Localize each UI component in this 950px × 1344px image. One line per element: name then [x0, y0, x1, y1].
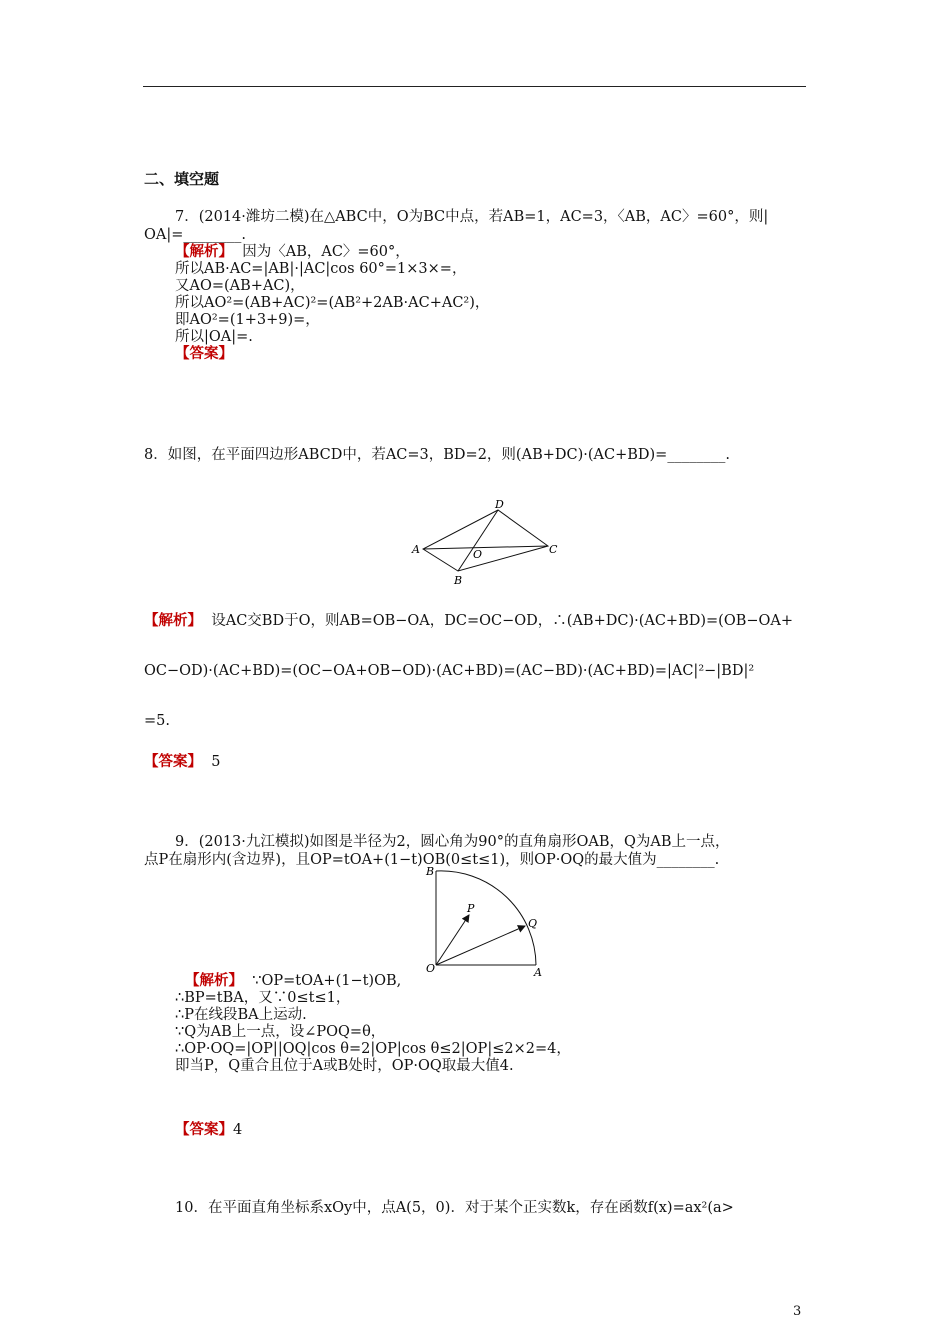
analysis-tag: 【解析】: [175, 243, 233, 260]
q8-quadrilateral-figure: [410, 497, 560, 587]
q9-line-2: 点P在扇形内(含边界)，且OP=tOA+(1−t)OB(0≤t≤1)，则OP·OQ的最大值为________.: [144, 852, 720, 868]
header-rule: [143, 86, 806, 87]
q9-analysis-text: ∵OP=tOA+(1−t)OB,: [252, 973, 402, 989]
q7-step-1: 所以AB·AC=|AB|·|AC|cos 60°=1×3×=，: [175, 261, 467, 277]
q7-answer-tag: 【答案】: [175, 345, 233, 362]
q8-analysis-line-1: [144, 612, 793, 630]
q9-answer-value: 4: [233, 1122, 243, 1138]
label-B: B: [426, 865, 435, 878]
q8-analysis-text-1: 设AC交BD于O，则AB=OB−OA，DC=OC−OD，∴(AB+DC)·(AC+BD)=(OB−OA+: [211, 613, 794, 629]
analysis-tag: 【解析】: [185, 972, 243, 989]
label-A: A: [534, 966, 542, 977]
q7-step-2: 又AO=(AB+AC)，: [175, 278, 305, 294]
q8-question: 8．如图，在平面四边形ABCD中，若AC=3，BD=2，则(AB+DC)·(AC+BD)=________.: [144, 447, 730, 463]
q10-line-1: 10．在平面直角坐标系xOy中，点A(5，0)．对于某个正实数k，存在函数f(x)=ax²(a>: [175, 1200, 734, 1216]
q9-step-4: ∴OP·OQ=|OP||OQ|cos θ=2|OP|cos θ≤2|OP|≤2×2=4，: [175, 1041, 571, 1057]
q9-step-5: 即当P，Q重合且位于A或B处时，OP·OQ取最大值4.: [175, 1058, 514, 1074]
label-B: B: [454, 574, 463, 587]
answer-tag: 【答案】: [144, 753, 202, 770]
label-C: C: [549, 543, 558, 556]
q7-line-2: OA|=________.: [144, 227, 247, 243]
q7-step-4: 即AO²=(1+3+9)=，: [175, 312, 320, 328]
label-A: A: [412, 543, 420, 556]
q8-answer-value: 5: [211, 754, 221, 770]
section-title: 二、填空题: [144, 170, 220, 188]
q8-analysis-line-3: =5.: [144, 713, 170, 729]
answer-tag: 【答案】: [175, 1121, 233, 1138]
q8-analysis-line-2: OC−OD)·(AC+BD)=(OC−OA+OB−OD)·(AC+BD)=(AC−BD)·(AC+BD)=|AC|²−|BD|²: [144, 663, 755, 679]
page-number: 3: [793, 1304, 802, 1319]
q7-step-5: 所以|OA|=.: [175, 329, 253, 345]
q7-step-3: 所以AO²=(AB+AC)²=(AB²+2AB·AC+AC²)，: [175, 295, 490, 311]
q8-answer: [144, 753, 220, 771]
label-Q: Q: [528, 917, 538, 930]
q9-answer: [175, 1121, 242, 1139]
q9-step-2: ∴P在线段BA上运动.: [175, 1007, 307, 1023]
label-O: O: [473, 548, 483, 561]
q9-step-1: ∴BP=tBA，又∵0≤t≤1，: [175, 990, 351, 1006]
q7-analysis: [175, 243, 410, 261]
label-P: P: [467, 902, 475, 915]
label-O: O: [426, 962, 436, 975]
q9-sector-figure: [424, 865, 549, 977]
q9-step-3: ∵Q为AB上一点，设∠POQ=θ，: [175, 1024, 386, 1040]
analysis-tag: 【解析】: [144, 612, 202, 629]
q9-line-1: 9．(2013·九江模拟)如图是半径为2，圆心角为90°的直角扇形OAB，Q为AB上一点，: [175, 834, 730, 850]
q7-analysis-text: 因为〈AB，AC〉=60°，: [242, 244, 410, 260]
q7-line-1: 7．(2014·潍坊二模)在△ABC中，O为BC中点，若AB=1，AC=3，〈AB，AC〉=60°，则|: [175, 209, 769, 225]
label-D: D: [495, 498, 504, 511]
q9-analysis: [185, 972, 401, 990]
